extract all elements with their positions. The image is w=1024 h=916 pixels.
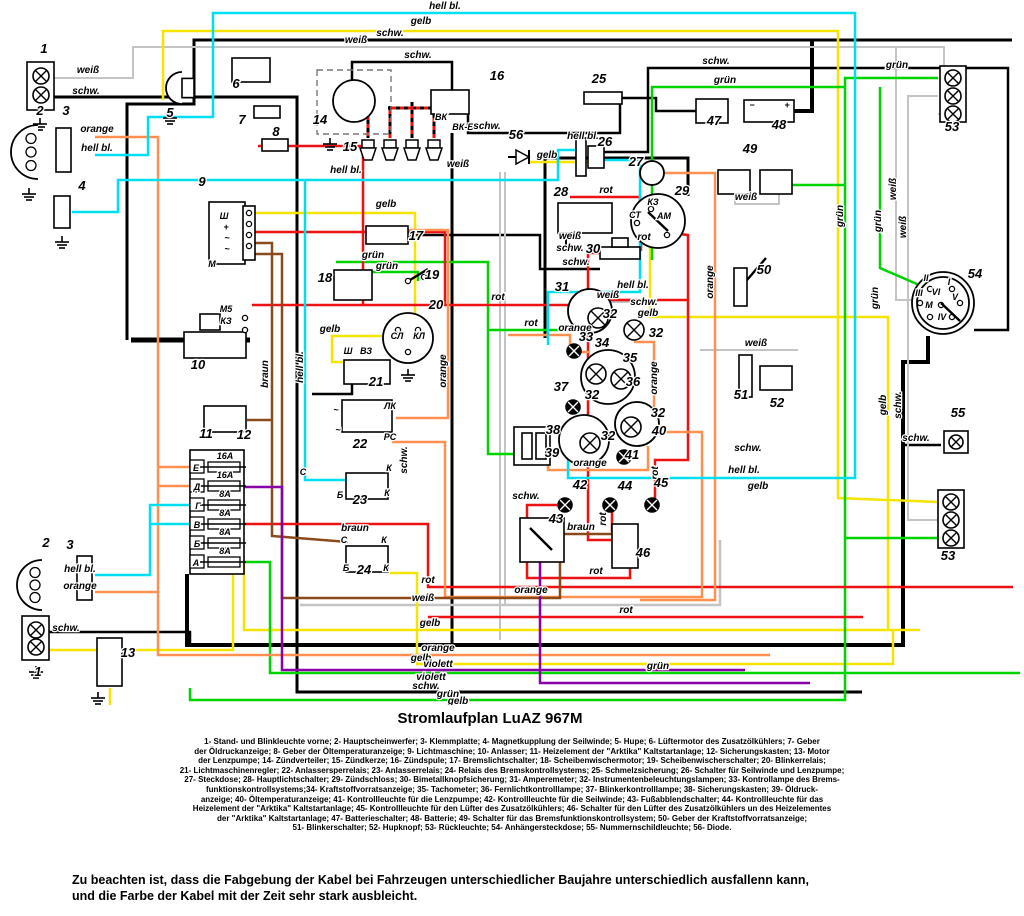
headlight-icon <box>30 593 40 603</box>
component-box <box>366 226 408 244</box>
footer-note <box>72 872 809 904</box>
wire-label: Б <box>193 539 201 549</box>
component-number: 31 <box>554 279 570 294</box>
wire-label: С <box>299 467 307 477</box>
wire-label: ВЗ <box>359 346 373 356</box>
component-box <box>184 332 246 358</box>
wire-label: Б <box>336 490 344 500</box>
wire-label: 16А <box>216 451 234 461</box>
component-number: 32 <box>602 306 618 321</box>
component-number: 11 <box>199 426 213 441</box>
wire-label: orange <box>80 124 114 135</box>
terminal-dot <box>246 232 251 237</box>
wire-label: rot <box>589 566 603 577</box>
wire-label: schw. <box>399 446 410 474</box>
component-number: 9 <box>198 174 206 189</box>
wire-label: schw. <box>412 681 440 692</box>
headlight-icon <box>30 568 40 578</box>
wire-label: braun <box>341 523 369 534</box>
wire-label: 8А <box>219 546 231 556</box>
wire-label: rot <box>637 232 651 243</box>
wire-label: orange <box>705 265 716 299</box>
wire-gruen <box>190 538 845 700</box>
wire-label: schw. <box>902 433 930 444</box>
component-number: 7 <box>238 112 246 127</box>
component-number: 51 <box>733 387 749 402</box>
wire-label: hell bl. <box>330 165 362 176</box>
wire-label: hell bl. <box>429 1 461 12</box>
component-box <box>522 433 532 459</box>
wire-label: rot <box>599 185 613 196</box>
component-number: 33 <box>578 329 594 344</box>
component-box <box>600 247 640 259</box>
wire-label: Ш <box>219 211 229 221</box>
component-circle <box>640 161 664 185</box>
component-number: 53 <box>940 548 956 563</box>
wire-label: gelb <box>319 324 341 335</box>
headlight-icon <box>30 580 40 590</box>
wire-label: hell bl. <box>728 465 760 476</box>
terminal-dot <box>246 210 251 215</box>
component-number: 52 <box>769 395 785 410</box>
wire-label: schw. <box>512 491 540 502</box>
footer-line: und die Farbe der Kabel mit der Zeit sehr stark ausbleicht. <box>72 889 418 903</box>
wire-label: 16А <box>216 470 234 480</box>
component-number: 47 <box>706 113 722 128</box>
component-number: 22 <box>352 436 368 451</box>
component-box <box>77 556 92 600</box>
wire-label: В <box>193 520 201 530</box>
wire-label: schw. <box>72 86 100 97</box>
wire-schw <box>794 40 812 111</box>
component-number: 21 <box>368 374 384 389</box>
component-number: 18 <box>317 270 333 285</box>
spark-plug-icon <box>382 148 398 160</box>
wire-label: КЛ <box>413 331 425 341</box>
terminal-dot <box>648 206 653 211</box>
wire-weiss <box>896 47 912 300</box>
component-box <box>254 106 280 118</box>
component-box <box>760 170 792 194</box>
wire-label: − <box>749 100 755 110</box>
component-number: 19 <box>424 267 440 282</box>
wire-label: gelb <box>878 394 889 416</box>
component-number: 53 <box>944 119 960 134</box>
component-number: 26 <box>597 134 613 149</box>
component-number: 17 <box>408 228 424 243</box>
component-number: 6 <box>232 76 240 91</box>
wire-label: К <box>381 535 387 545</box>
wire-label: К <box>383 563 389 573</box>
wire-label: weiß <box>558 231 582 242</box>
wire-label: СТ <box>629 210 641 220</box>
wire-label: К <box>386 463 392 473</box>
wire-label: С <box>340 535 348 545</box>
component-number: 49 <box>742 141 758 156</box>
terminal-dot <box>917 300 922 305</box>
component-number: 56 <box>508 127 524 142</box>
wire-label: rot <box>491 292 505 303</box>
component-legend <box>50 737 974 833</box>
spark-plug-icon <box>428 140 440 148</box>
horn-icon <box>166 72 182 104</box>
terminal-dot <box>242 327 247 332</box>
wire-label: grün <box>375 261 399 272</box>
wire-label: I <box>947 277 951 287</box>
wire-label: hell bl. <box>81 143 113 154</box>
wire-label: grün <box>646 661 670 672</box>
component-number: 2 <box>42 535 50 550</box>
wire-label: Ш <box>343 346 353 356</box>
legend-line: 21- Lichtmaschinenregler; 22- Anlassersperrelais; 23- Anlasserrelais; 24- Relais des Bremskontrollsystems; 25- Schmelzsicherung; 26- Schalter für Seilwinde und Lenzpumpe; <box>179 765 845 775</box>
wire-label: orange <box>649 361 660 395</box>
wire-label: gelb <box>375 199 397 210</box>
legend-line: 51- Blinkerschalter; 52- Hupknopf; 53- Rückleuchte; 54- Anhängersteckdose; 55- Nummernschildleuchte; 56- Diode. <box>292 823 732 833</box>
wire-violett <box>540 540 810 683</box>
wire-label: Е <box>192 463 200 473</box>
legend-line: der Lenzpumpe; 14- Zündverteiler; 15- Zündkerze; 16- Zündspule; 17- Bremslichtschalter; 18- Scheibenwischermotor; 19- Scheibenwischerschalter; 20- Blinkerrelais; <box>198 756 826 766</box>
wire-label: ~ <box>224 233 230 243</box>
wire-label: weiß <box>411 593 435 604</box>
component-number: 36 <box>625 374 641 389</box>
wire-label: schw. <box>376 28 404 39</box>
component-circle <box>333 80 375 122</box>
wire-label: gelb <box>419 618 441 629</box>
wire-label: hell bl. <box>64 564 96 575</box>
wire-label: schw. <box>734 443 762 454</box>
component-number: 55 <box>950 405 966 420</box>
terminal-dot <box>664 232 669 237</box>
wire-label: hell bl. <box>617 280 649 291</box>
wire-label: РС <box>383 432 397 442</box>
component-number: 14 <box>312 112 328 127</box>
wire-label: schw. <box>473 121 501 132</box>
component-box <box>56 128 71 172</box>
wire-label: orange <box>63 581 97 592</box>
component-number: 32 <box>584 387 600 402</box>
component-box <box>200 314 220 330</box>
spark-plug-icon <box>426 148 442 160</box>
component-number: 32 <box>650 405 666 420</box>
component-number: 38 <box>545 422 561 437</box>
terminal-dot <box>246 221 251 226</box>
component-number: 12 <box>236 427 252 442</box>
wire-label: ~ <box>333 405 339 415</box>
diode-icon <box>516 150 529 164</box>
wire-label: orange <box>573 458 607 469</box>
component-box <box>334 270 372 300</box>
component-box <box>431 90 469 114</box>
component-number: 13 <box>120 645 136 660</box>
legend-line: der "Arktika" Kaltstartanlage; 47- Batterieschalter; 48- Batterie; 49- Schalter für das Bremsfunktionskontrollsystem; 50- Geber der Kraftstoffvorratsanzeige; <box>217 813 807 823</box>
wire-label: violett <box>423 659 453 670</box>
wire-label: gelb <box>637 308 659 319</box>
wire-label: orange <box>514 585 548 596</box>
component-number: 46 <box>635 545 651 560</box>
wire-label: rot <box>650 466 661 480</box>
component-number: 40 <box>651 423 667 438</box>
spark-plug-icon <box>406 140 418 148</box>
component-number: 5 <box>166 105 174 120</box>
wire-label: ВК-Б <box>452 122 474 132</box>
component-box <box>612 524 638 568</box>
component-number: 37 <box>553 379 569 394</box>
wire-label: gelb <box>747 481 769 492</box>
component-number: 30 <box>585 241 601 256</box>
headlight-icon <box>26 147 36 157</box>
wire-schw <box>312 384 352 394</box>
wire-label: weiß <box>596 290 620 301</box>
terminal-dot <box>242 315 247 320</box>
wire-label: ЛК <box>384 401 396 411</box>
component-box <box>612 238 628 247</box>
component-box <box>97 638 122 686</box>
component-box <box>734 268 747 306</box>
component-number: 23 <box>352 492 368 507</box>
wire-label: II <box>923 273 929 283</box>
wire-label: gelb <box>536 150 558 161</box>
diagram-title: Stromlaufplan LuAZ 967M <box>397 710 583 727</box>
legend-line: anzeige; 40- Öltemperaturanzeige; 41- Kontrollleuchte für die Lenzpumpe; 42- Kontrollleuchte für die Seilwinde; 43- Fußabblendschalter; 44- Kontrollleuchte für das <box>200 794 824 804</box>
wire-label: М5 <box>219 304 233 314</box>
wire-label: weiß <box>888 177 899 201</box>
spark-plug-icon <box>404 148 420 160</box>
component-box <box>262 139 288 151</box>
wire-label: weiß <box>734 192 758 203</box>
wire-label: grün <box>713 75 737 86</box>
component-box <box>558 203 612 233</box>
wire-label: hell bl. <box>567 131 599 142</box>
component-number: 35 <box>622 350 638 365</box>
wire-label: schw. <box>52 623 80 634</box>
legend-line: 27- Steckdose; 28- Hauptlichtschalter; 29- Zündschloss; 30- Bimetallknopfsicherung; 31- Amperemeter; 32- Instrumentenbeleuchtungslampen; 33- Kontrollampe des Brems- <box>184 775 840 785</box>
wire-label: СЛ <box>390 331 404 341</box>
wire-label: М <box>925 300 933 310</box>
wire-label: braun <box>260 360 271 388</box>
wire-label: braun <box>567 522 595 533</box>
wire-label: Д <box>193 482 201 492</box>
wire-label: М <box>208 259 216 269</box>
component-number: 25 <box>591 71 607 86</box>
wire-label: АМ <box>657 211 671 221</box>
wire-label: А <box>192 558 200 568</box>
horn-icon <box>182 78 194 97</box>
terminal-dot <box>949 286 954 291</box>
wire-label: КЗ <box>220 316 232 326</box>
wire-label: orange <box>438 354 449 388</box>
wire-schw <box>621 98 696 111</box>
component-box <box>588 146 604 168</box>
terminal-dot <box>634 220 639 225</box>
wire-label: + <box>784 100 790 110</box>
component-box <box>718 170 750 194</box>
component-number: 3 <box>62 103 70 118</box>
wire-label: schw. <box>556 243 584 254</box>
wire-label: grün <box>835 204 846 228</box>
wire-label: + <box>223 222 229 232</box>
wire-label: schw. <box>404 50 432 61</box>
wire-label: IV <box>937 312 947 322</box>
component-number: 32 <box>648 325 664 340</box>
wire-label: Г <box>195 501 201 511</box>
wire-label: grün <box>436 689 460 700</box>
wire-label: weiß <box>344 35 368 46</box>
wire-label: ВК <box>434 112 448 122</box>
component-number: 45 <box>653 475 669 490</box>
component-number: 43 <box>548 511 564 526</box>
component-number: 50 <box>756 262 772 277</box>
wire-label: schw. <box>562 257 590 268</box>
wire-label: grün <box>873 209 884 233</box>
wire-label: orange <box>421 643 455 654</box>
component-number: 32 <box>600 428 616 443</box>
component-number: 48 <box>771 117 787 132</box>
wire-label: violett <box>416 672 446 683</box>
component-number: 15 <box>342 139 358 154</box>
terminal-dot <box>405 349 410 354</box>
wire-label: rot <box>598 512 609 526</box>
component-number: 1 <box>34 664 42 679</box>
component-number: 28 <box>553 184 569 199</box>
wire-label: rot <box>421 575 435 586</box>
wire-label: orange <box>558 323 592 334</box>
component-number: 3 <box>66 537 74 552</box>
headlight-icon <box>26 161 36 171</box>
legend-line: Heizelement der "Arktika" Kaltstartanlage; 45- Kontrollleuchte für den Lüfter des Zusatzölkühlers; 46- Schalter für den Lüfter des Zusatzölkühlers un des Heizelementes <box>192 804 832 814</box>
component-number: 29 <box>674 183 690 198</box>
component-number: 27 <box>628 154 644 169</box>
component-box <box>576 138 586 176</box>
wire-label: III <box>915 288 923 298</box>
wire-label: 8А <box>219 489 231 499</box>
wire-violett <box>240 487 745 670</box>
component-box <box>760 366 792 390</box>
wire-label: 8А <box>219 508 231 518</box>
terminal-dot <box>246 243 251 248</box>
wire-label: gelb <box>410 653 432 664</box>
component-number: 1 <box>40 41 48 56</box>
wire-hellbl <box>95 505 190 575</box>
wire-label: weiß <box>744 338 768 349</box>
terminal-dot <box>957 300 962 305</box>
wire-label: VI <box>931 287 941 297</box>
wire-label: grün <box>885 60 909 71</box>
wire-label: rot <box>524 318 538 329</box>
component-number: 42 <box>572 477 588 492</box>
component-number: 4 <box>78 178 86 193</box>
wire-label: ~ <box>335 425 341 435</box>
spark-plug-icon <box>362 140 374 148</box>
wire-label: rot <box>619 605 633 616</box>
legend-line: funktionskontrollsystems;34- Kraftstoffvorratsanzeige; 35- Tachometer; 36- Fernlichtkontrolllampe; 37- Blinkerkontrolllampe; 38- Sicherungskasten; 39- Öldruck- <box>206 784 818 794</box>
wire-label: grün <box>361 250 385 261</box>
wire-label: weiß <box>76 65 100 76</box>
wire-label: weiß <box>898 215 909 239</box>
component-number: 10 <box>190 357 206 372</box>
component-box <box>54 196 70 228</box>
component-number: 34 <box>594 335 610 350</box>
component-number: 54 <box>967 266 983 281</box>
wire-label: schw. <box>893 391 904 419</box>
spark-plug-icon <box>384 140 396 148</box>
wire-gruen <box>880 87 926 288</box>
headlight-icon <box>26 134 36 144</box>
component-box <box>584 92 622 104</box>
component-number: 39 <box>544 445 560 460</box>
component-number: 20 <box>428 297 444 312</box>
wire-label: weiß <box>446 159 470 170</box>
component-number: 44 <box>617 478 633 493</box>
component-number: 2 <box>36 103 44 118</box>
wire-label: ~ <box>224 244 230 254</box>
wire-label: schw. <box>702 56 730 67</box>
wire-label: schw. <box>630 297 658 308</box>
component-number: 16 <box>489 68 505 83</box>
component-number: 41 <box>624 447 640 462</box>
wire-label: 8А <box>219 527 231 537</box>
wire-label: КЗ <box>647 197 659 207</box>
terminal-dot <box>927 314 932 319</box>
wire-label: hell bl. <box>295 351 306 383</box>
legend-line: der Öldruckanzeige; 8- Geber der Öltemperaturanzeige; 9- Lichtmaschine; 10- Anlasser; 11- Heizelement der "Arktika" Kaltstartanlage; 12- Sicherungskasten; 13- Motor <box>194 746 830 756</box>
component-number: 24 <box>356 562 372 577</box>
wire-label: gelb <box>447 696 469 705</box>
legend-line: 1- Stand- und Blinkleuchte vorne; 2- Hauptscheinwerfer; 3- Klemmplatte; 4- Magnetkupplung der Seilwinde; 5- Hupe; 6- Lüftermotor des Zusatzölkühlers; 7- Geber <box>204 737 820 746</box>
component-number: 8 <box>272 124 280 139</box>
footer-line: Zu beachten ist, dass die Fabgebung der Kabel bei Fahrzeugen unterschiedlicher Baujahre unterschiedlich ausfallenn kann, <box>72 873 809 887</box>
wire-label: V <box>951 292 959 302</box>
wire-label: К <box>384 488 390 498</box>
wire-label: Б <box>342 563 350 573</box>
wire-label: gelb <box>410 16 432 27</box>
wire-label: grün <box>870 286 881 310</box>
